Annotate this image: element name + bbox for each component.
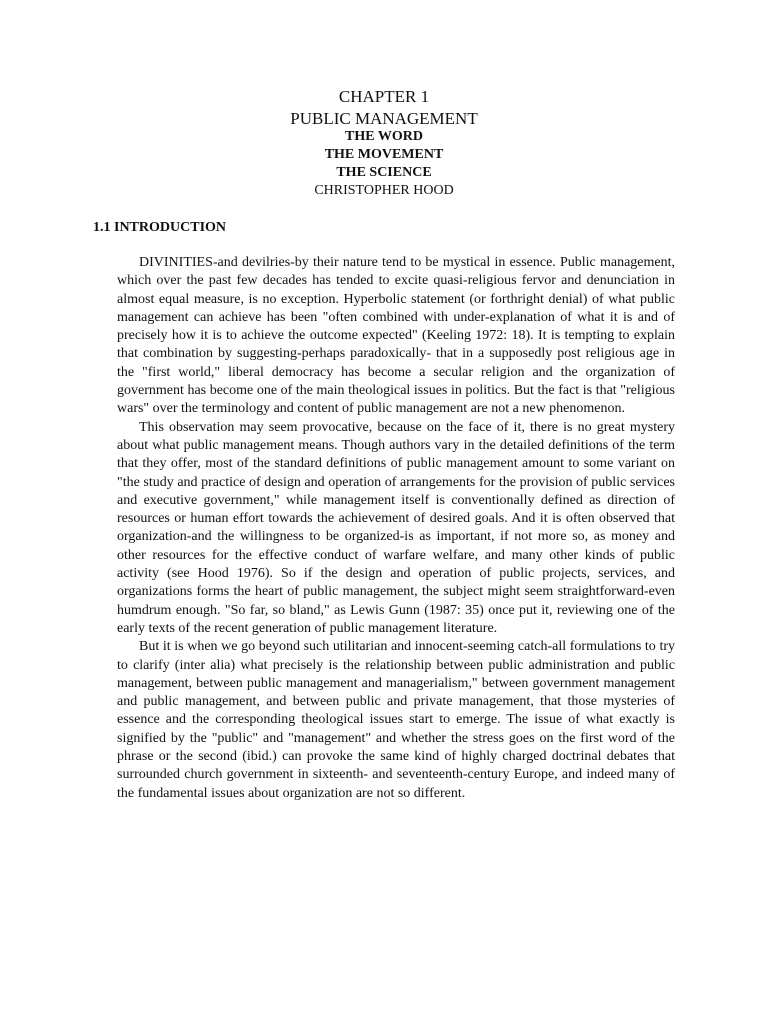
subtitle-the-word: THE WORD — [345, 129, 423, 144]
subtitle-the-movement: THE MOVEMENT — [324, 147, 444, 162]
section-heading: 1.1 INTRODUCTION — [93, 220, 227, 235]
chapter-number: CHAPTER 1 — [338, 87, 430, 106]
chapter-title: PUBLIC MANAGEMENT — [290, 109, 478, 128]
author-name: CHRISTOPHER HOOD — [314, 183, 454, 198]
subtitle-the-science: THE SCIENCE — [336, 165, 432, 180]
paragraph-1: DIVINITIES-and devilries-by their nature tend to be mystical in essence. Public management, which over the past few decades has tended to excite quasi-religious fervor and denunciation in almost equal measure, is no exception. Hyperbolic statement (or forthright denial) of what public management can achieve has been "often combined with under-explanation of what it is and of precisely how it is to achieve the outcome expected" (Keeling 1972: 18). It is tempting to explain that combination by suggesting-perhaps paradoxically- that in a supposedly post religious age in the "first world," liberal democracy has become a secular religion and the organization of government has become one of the main theological issues in politics. But the fact is that "religious wars" over the terminology and content of public management are not a new phenomenon. — [117, 255, 675, 417]
paragraph-3: But it is when we go beyond such utilitarian and innocent-seeming catch-all formulations to try to clarify (inter alia) what precisely is the relationship between public administration and public management, between public management and managerialism," between government management and public management, and between public and private management, that those mysteries of essence and the corresponding theological issues start to emerge. The issue of what exactly is signified by the "public" and "management" and whether the stress goes on the first word of the phrase or the second (ibid.) can provoke the same kind of highly charged doctrinal debates that surrounded church government in sixteenth- and seventeenth-century Europe, and indeed many of the fundamental issues about organization are not so different. — [117, 639, 675, 801]
body-text — [117, 254, 675, 803]
paragraph-2: This observation may seem provocative, because on the face of it, there is no great mystery about what public management means. Though authors vary in the detailed definitions of the term that they offer, most of the standard definitions of public management amount to some variant on "the study and practice of design and operation of arrangements for the provision of public services and executive government," while management itself is conventionally defined as direction of resources or human effort towards the achievement of desired goals. And it is often observed that organization-and the willingness to be organized-is as important, if not more so, as money and other resources for the effective conduct of warfare welfare, and many other kinds of public activity (see Hood 1976). So if the design and operation of public projects, services, and organizations forms the heart of public management, the subject might seem straightforward-even humdrum enough. "So far, so bland," as Lewis Gunn (1987: 35) once put it, reviewing one of the early texts of the recent generation of public management literature. — [117, 419, 675, 636]
